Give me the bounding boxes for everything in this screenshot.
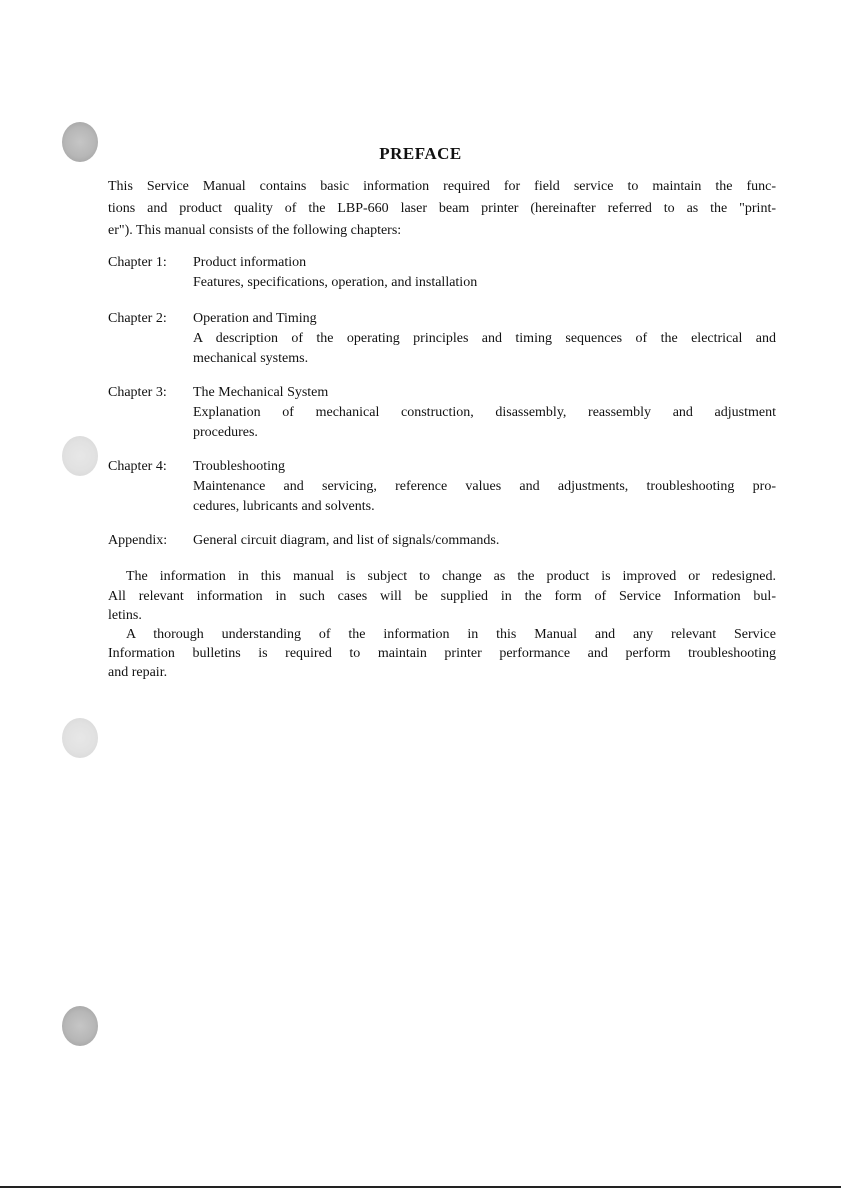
intro-line: This Service Manual contains basic information required for field service to maintain the func- — [108, 179, 776, 194]
closing-line: All relevant information in such cases will be supplied in the form of Service Information bul- — [108, 589, 776, 604]
intro-line: er"). This manual consists of the following chapters: — [108, 223, 402, 238]
appendix-desc: General circuit diagram, and list of signals/commands. — [193, 533, 500, 548]
chapter-label: Chapter 4: — [108, 459, 167, 474]
chapter-desc: A description of the operating principles and timing sequences of the electrical and — [193, 331, 776, 346]
chapter-title: The Mechanical System — [193, 385, 329, 400]
closing-line: The information in this manual is subject to change as the product is improved or redesigned. — [126, 569, 776, 584]
page-bottom-edge — [0, 1186, 841, 1188]
chapter-title: Troubleshooting — [193, 459, 286, 474]
chapter-title: Product information — [193, 255, 307, 270]
punch-hole-lower-middle — [62, 718, 98, 758]
punch-hole-bottom — [62, 1006, 98, 1046]
chapter-label: Chapter 1: — [108, 255, 167, 270]
chapter-desc: Features, specifications, operation, and installation — [193, 275, 478, 290]
chapter-desc: procedures. — [193, 425, 258, 440]
appendix-label: Appendix: — [108, 533, 168, 548]
chapter-desc: Maintenance and servicing, reference values and adjustments, troubleshooting pro- — [193, 479, 776, 494]
chapter-label: Chapter 3: — [108, 385, 167, 400]
chapter-desc: mechanical systems. — [193, 351, 309, 366]
closing-line: Information bulletins is required to maintain printer performance and perform troubleshooting — [108, 646, 776, 661]
page-title: PREFACE — [379, 144, 462, 163]
chapter-title: Operation and Timing — [193, 311, 317, 326]
chapter-desc: Explanation of mechanical construction, disassembly, reassembly and adjustment — [193, 405, 776, 420]
closing-line: letins. — [108, 608, 142, 623]
chapter-label: Chapter 2: — [108, 311, 167, 326]
punch-hole-upper-middle — [62, 436, 98, 476]
chapter-desc: cedures, lubricants and solvents. — [193, 499, 375, 514]
intro-line: tions and product quality of the LBP-660 laser beam printer (hereinafter referred to as the "print- — [108, 201, 776, 216]
closing-line: A thorough understanding of the information in this Manual and any relevant Service — [126, 627, 776, 642]
closing-line: and repair. — [108, 665, 168, 680]
